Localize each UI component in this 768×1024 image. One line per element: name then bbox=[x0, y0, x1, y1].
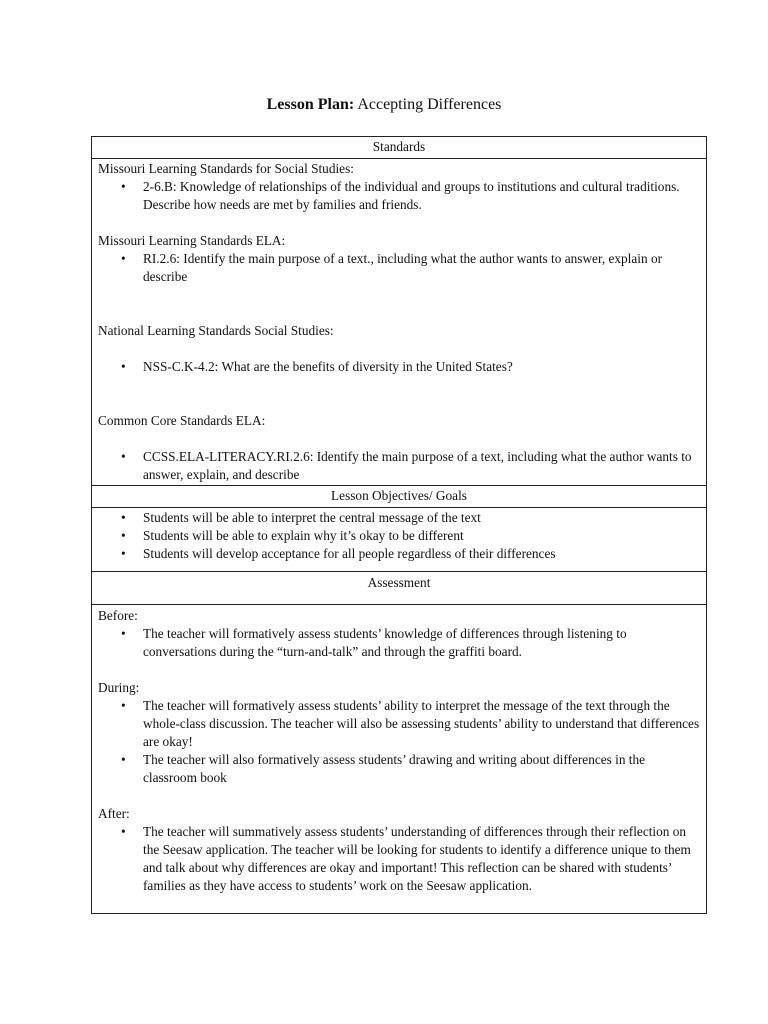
title-label: Lesson Plan: bbox=[266, 96, 355, 113]
standards-group bbox=[98, 322, 700, 376]
list-item: • The teacher will summatively assess students’ understanding of differences through their reflection on the Seesaw application. The teacher will be looking for students to identify a difference unique to them and talk about why differences are okay and important! This reflection can be shared with students’ families as they have access to students’ work on the Seesaw application. bbox=[143, 823, 700, 895]
standards-cell bbox=[92, 159, 707, 486]
group-label: During: bbox=[98, 680, 140, 695]
group-label: Missouri Learning Standards for Social Studies: bbox=[98, 161, 354, 176]
group-label: Before: bbox=[98, 608, 138, 623]
list-item: • 2-6.B: Knowledge of relationships of the individual and groups to institutions and cultural traditions. Describe how needs are met by families and friends. bbox=[143, 178, 700, 214]
assessment-group bbox=[98, 679, 700, 787]
list-item: • CCSS.ELA-LITERACY.RI.2.6: Identify the main purpose of a text, including what the author wants to answer, explain, and describe bbox=[143, 448, 700, 484]
standards-group bbox=[98, 412, 700, 484]
list-item: • The teacher will also formatively assess students’ drawing and writing about differences in the classroom book bbox=[143, 751, 700, 787]
title-text: Accepting Differences bbox=[357, 96, 502, 113]
list-item: • Students will be able to interpret the central message of the text bbox=[143, 509, 700, 527]
objectives-heading: Lesson Objectives/ Goals bbox=[92, 486, 707, 508]
assessment-group bbox=[98, 607, 700, 661]
objectives-cell bbox=[92, 508, 707, 572]
group-label: Common Core Standards ELA: bbox=[98, 413, 266, 428]
standards-heading: Standards bbox=[92, 137, 707, 159]
assessment-cell bbox=[92, 605, 707, 914]
group-label: After: bbox=[98, 806, 130, 821]
standards-group bbox=[98, 160, 700, 214]
standards-group bbox=[98, 232, 700, 286]
list-item: • Students will develop acceptance for all people regardless of their differences bbox=[143, 545, 700, 563]
document-title bbox=[0, 95, 768, 115]
list-item: • The teacher will formatively assess students’ ability to interpret the message of the text through the whole-class discussion. The teacher will also be assessing students’ ability to understand that differences are okay! bbox=[143, 697, 700, 751]
group-label: Missouri Learning Standards ELA: bbox=[98, 233, 286, 248]
assessment-group bbox=[98, 805, 700, 895]
list-item: • NSS-C.K-4.2: What are the benefits of diversity in the United States? bbox=[143, 358, 700, 376]
group-label: National Learning Standards Social Studies: bbox=[98, 323, 334, 338]
list-item: • The teacher will formatively assess students’ knowledge of differences through listening to conversations during the “turn-and-talk” and through the graffiti board. bbox=[143, 625, 700, 661]
list-item: • Students will be able to explain why it’s okay to be different bbox=[143, 527, 700, 545]
list-item: • RI.2.6: Identify the main purpose of a text., including what the author wants to answer, explain or describe bbox=[143, 250, 700, 286]
lesson-plan-table bbox=[91, 136, 707, 914]
assessment-heading: Assessment bbox=[92, 572, 707, 605]
